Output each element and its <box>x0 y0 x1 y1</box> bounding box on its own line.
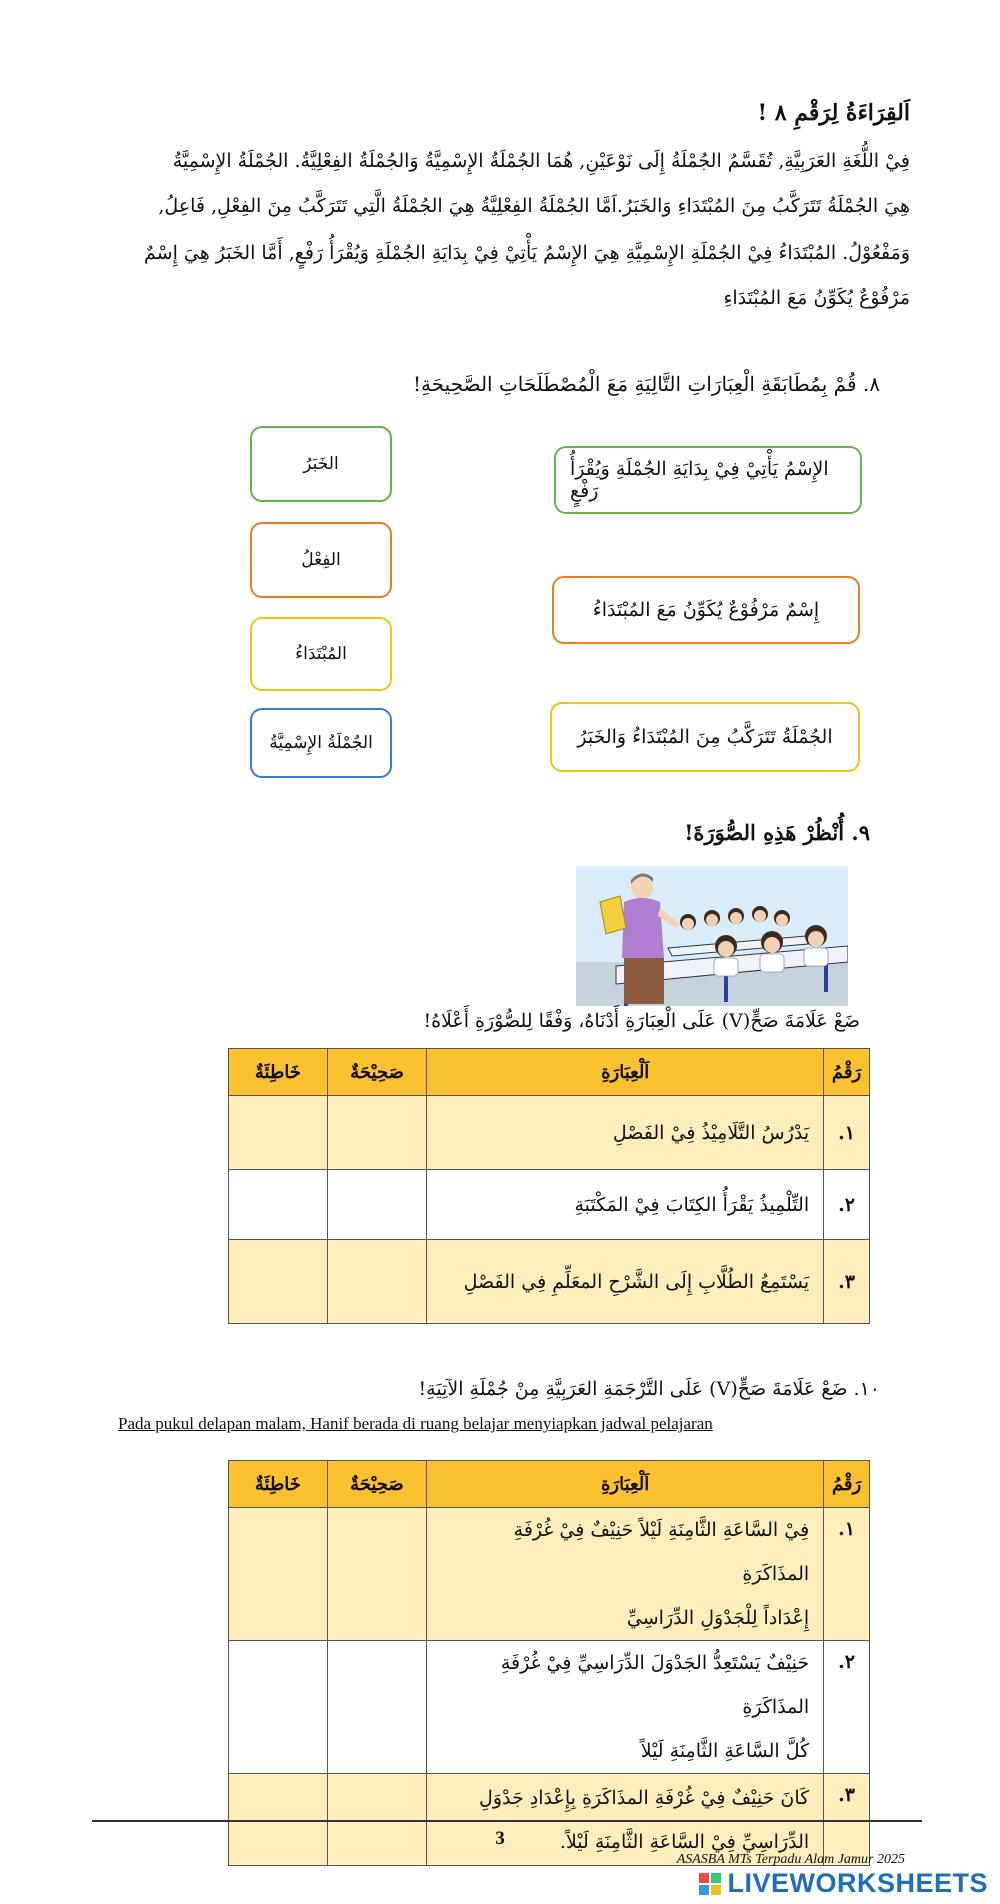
correct-cell[interactable] <box>327 1641 426 1774</box>
term-box-fiil[interactable]: الفِعْلُ <box>250 522 392 598</box>
statement-line: كَانَ حَنِيْفٌ فِيْ غُرْفَةِ المذَاكَرَةِ بِإِعْدَادِ جَدْوَلِ <box>479 1786 810 1809</box>
correct-cell[interactable] <box>327 1170 426 1240</box>
header-correct: صَحِيْحَةٌ <box>327 1049 426 1096</box>
liveworksheets-icon <box>699 1873 721 1895</box>
passage-line: وَمَفْعُوْلُ. المُبْتَدَاءُ فِيْ الجُمْلَةِ الإِسْمِيَّةِ هِيَ الإِسْمُ يَأْتِيْ فِيْ بِدَايَةِ الجُمْلَةِ وَيُقْرَأُ رَفْعٍ, أَمَّا الخَبَرُ هِيَ إِسْمٌ <box>144 242 910 264</box>
row-number: ٢. <box>824 1170 870 1240</box>
brand-text: LIVEWORKSHEETS <box>727 1868 988 1898</box>
wrong-cell[interactable] <box>229 1508 328 1641</box>
correct-cell[interactable] <box>327 1096 426 1170</box>
term-box-khabar[interactable]: الخَبَرُ <box>250 426 392 502</box>
q9-subinstruction: ضَعْ عَلَامَةَ صَحٍّ(V) عَلَى الْعِبَارَةِ أَدْنَاهُ، وَفْقًا لِلصُّوْرَةِ أَعْلَاهُ! <box>423 1010 860 1032</box>
statement-line: فِيْ السَّاعَةِ الثَّامِنَةِ لَيْلاً حَنِيْفٌ فِيْ غُرْفَةِ المذَاكَرَةِ <box>513 1519 810 1585</box>
header-number: رَقْمُ <box>824 1049 870 1096</box>
header-statement: اَلْعِبَارَةِ <box>427 1461 824 1508</box>
statement-line: كُلَّ السَّاعَةِ الثَّامِنَةِ لَيْلاً <box>640 1740 810 1762</box>
classroom-illustration <box>576 866 848 1006</box>
row-number: ٢. <box>824 1641 870 1774</box>
table-row <box>229 1641 870 1774</box>
correct-cell[interactable] <box>327 1508 426 1641</box>
q9-table <box>228 1048 870 1324</box>
wrong-cell[interactable] <box>229 1240 328 1324</box>
translation-sentence: Pada pukul delapan malam, Hanif berada di ruang belajar menyiapkan jadwal pelajaran <box>118 1414 713 1433</box>
table-row <box>229 1508 870 1641</box>
q10-instruction: ١٠. ضَعْ عَلَامَةَ صَحٍّ(V) عَلَى التَّرْجَمَةِ العَرَبِيَّةِ مِنْ جُمْلَةِ الآتِيَةِ! <box>418 1378 880 1400</box>
passage-line: فِيْ اللُّغَةِ العَرَبِيَّةِ, تُقَسَّمُ الجُمْلَةُ إِلَى نَوْعَيْنِ, هُمَا الجُمْلَةُ الإِسْمِيَّةُ وَالجُمْلَةُ الفِعْلِيَّةُ. الجُمْلَةُ الإِسْمِيَّةُ <box>172 150 910 172</box>
row-statement <box>427 1508 824 1641</box>
wrong-cell[interactable] <box>229 1170 328 1240</box>
row-number: ١. <box>824 1096 870 1170</box>
row-number: ٣. <box>824 1774 870 1866</box>
header-number: رَقْمُ <box>824 1461 870 1508</box>
q8-instruction: ٨. قُمْ بِمُطَابَقَةِ الْعِبَارَاتِ التَّالِيَةِ مَعَ الْمُصْطَلَحَاتِ الصَّحِيحَةِ! <box>413 372 880 396</box>
reading-title: اَلقِرَاءَةُ لِرَقْمِ ٨ ! <box>757 100 910 126</box>
header-statement: اَلْعِبَارَةِ <box>427 1049 824 1096</box>
statement-box-1[interactable]: الإِسْمُ يَأْتِيْ فِيْ بِدَايَةِ الجُمْلَةِ وَيُقْرَأُ رَفْعٍ <box>554 446 862 514</box>
row-statement: يَدْرُسُ التَّلَامِيْذُ فِيْ الفَصْلِ <box>427 1096 824 1170</box>
row-number: ٣. <box>824 1240 870 1324</box>
passage-line: مَرْفُوْعٌ يُكَوِّنُ مَعَ المُبْتَدَاءِ <box>723 287 910 309</box>
row-statement <box>427 1641 824 1774</box>
statement-line: إِعْدَاداً لِلْجَدْوَلِ الدِّرَاسِيِّ <box>626 1607 810 1629</box>
term-box-mubtada[interactable]: المُبْتَدَاءُ <box>250 617 392 691</box>
row-statement: يَسْتَمِعُ الطُلَّابِ إِلَى الشَّرْحِ المعَلِّمِ فِي الفَصْلِ <box>427 1240 824 1324</box>
statement-box-3[interactable]: الجُمْلَةُ تَتَرَكَّبُ مِنَ المُبْتَدَاءُ وَالخَبَرُ <box>550 702 860 772</box>
wrong-cell[interactable] <box>229 1096 328 1170</box>
statement-box-2[interactable]: إِسْمٌ مَرْفُوْعٌ يُكَوِّنُ مَعَ المُبْتَدَاءُ <box>552 576 860 644</box>
passage-line: هِيَ الجُمْلَةُ تَتَرَكَّبُ مِنَ المُبْتَدَاءِ وَالخَبَرُ.اَمَّا الجُمْلَةُ الفِعْلِيَّةُ هِيَ الجُمْلَةُ الَّتِي تَتَرَكَّبُ مِنَ الفِعْلِ, فَاعِلُ, <box>158 195 910 217</box>
page-number: 3 <box>495 1828 505 1849</box>
table-row <box>229 1170 870 1240</box>
row-number: ١. <box>824 1508 870 1641</box>
header-wrong: خَاطِئَةٌ <box>229 1049 328 1096</box>
correct-cell[interactable] <box>327 1240 426 1324</box>
table-row <box>229 1240 870 1324</box>
row-statement: التِّلْمِيذُ يَقْرَأُ الكِتَابَ فِيْ المَكْتَبَةِ <box>427 1170 824 1240</box>
header-wrong: خَاطِئَةٌ <box>229 1461 328 1508</box>
q10-table <box>228 1460 870 1866</box>
wrong-cell[interactable] <box>229 1641 328 1774</box>
liveworksheets-logo[interactable] <box>699 1868 988 1899</box>
footer-divider <box>92 1820 922 1822</box>
header-correct: صَحِيْحَةٌ <box>327 1461 426 1508</box>
footer-note: ASASBA MTs Terpadu Alam Jamur 2025 <box>676 1852 905 1867</box>
statement-line: الدِّرَاسِيِّ فِيْ السَّاعَةِ الثَّامِنَةِ لَيْلاً. <box>559 1830 810 1853</box>
table-row <box>229 1096 870 1170</box>
term-box-jumlah-ismiyyah[interactable]: الجُمْلَةُ الإِسْمِيَّةُ <box>250 708 392 778</box>
q9-instruction: ٩. أُنْظُرْ هَذِهِ الصُّوَرَةَ! <box>684 820 870 845</box>
statement-line: حَنِيْفٌ يَسْتَعِدُّ الجَدْوَلَ الدِّرَاسِيِّ فِيْ غُرْفَةِ المذَاكَرَةِ <box>500 1652 810 1718</box>
